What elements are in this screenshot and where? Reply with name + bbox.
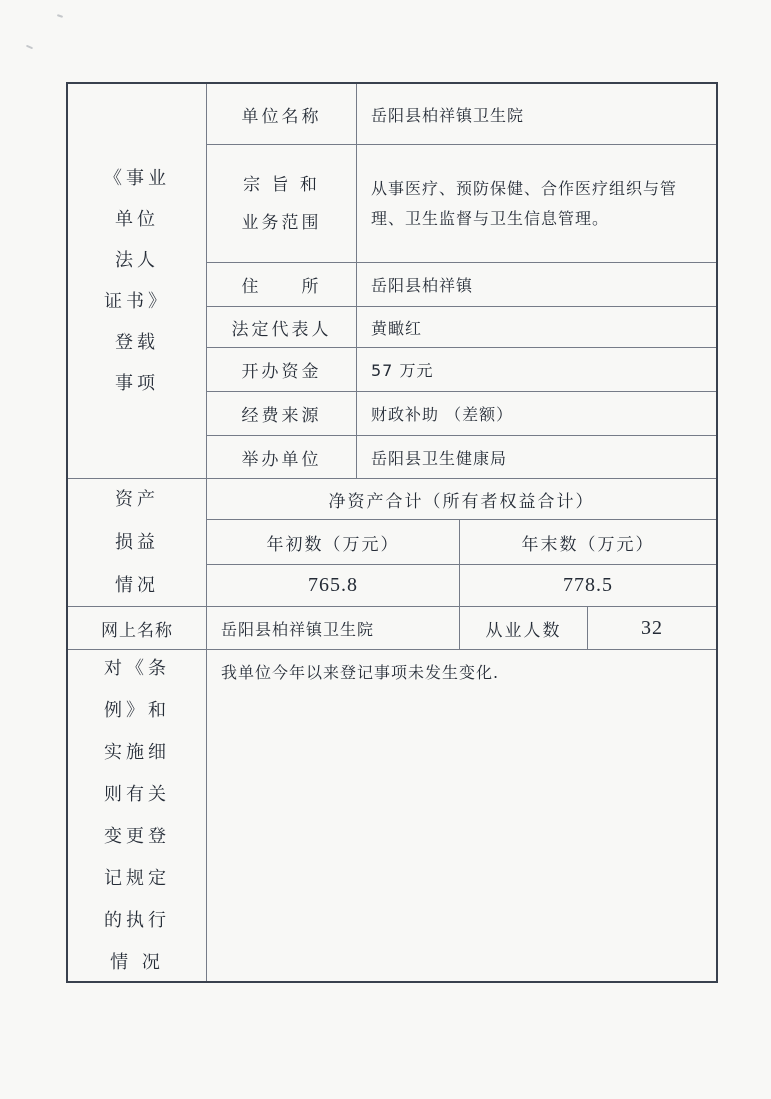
cert-section-side-label [68, 84, 207, 479]
year-end-value: 778.5 [460, 565, 716, 607]
assets-side-line: 情况 [115, 575, 159, 596]
compliance-side-line: 则有关 [104, 783, 170, 805]
year-end-header: 年末数（万元） [460, 520, 716, 565]
cert-side-line: 登载 [115, 332, 159, 353]
compliance-side-line: 变更登 [104, 825, 170, 847]
legal-representative-label: 法定代表人 [207, 307, 357, 348]
cert-side-line: 单位 [115, 209, 159, 230]
staff-count-value: 32 [588, 607, 716, 650]
scan-artifact [57, 14, 63, 18]
compliance-side-line: 记规定 [104, 867, 170, 889]
compliance-side-line: 的执行 [104, 909, 170, 931]
assets-side-line: 资产 [115, 489, 159, 510]
cert-side-line: 法人 [115, 250, 159, 271]
funding-source-label: 经费来源 [207, 392, 357, 436]
funding-source-value: 财政补助 （差额） [357, 392, 716, 436]
unit-name-value: 岳阳县柏祥镇卫生院 [357, 84, 716, 145]
compliance-side-line: 情 况 [110, 951, 164, 973]
compliance-side-line: 例》和 [104, 699, 170, 721]
compliance-section-side-label [68, 650, 207, 981]
cert-side-line: 《事业 [104, 168, 170, 189]
sponsor-unit-value: 岳阳县卫生健康局 [357, 436, 716, 479]
sponsor-unit-label: 举办单位 [207, 436, 357, 479]
startup-capital-label: 开办资金 [207, 348, 357, 392]
startup-capital-value: 57 万元 [357, 348, 716, 392]
cert-side-line: 事项 [115, 373, 159, 394]
compliance-side-line: 实施细 [104, 741, 170, 763]
purpose-scope-label-line2: 业务范围 [241, 212, 322, 233]
unit-name-label: 单位名称 [207, 84, 357, 145]
registration-form-table [66, 82, 718, 983]
legal-representative-value: 黄瞰红 [357, 307, 716, 348]
year-begin-header: 年初数（万元） [207, 520, 460, 565]
compliance-statement: 我单位今年以来登记事项未发生变化. [221, 663, 500, 682]
online-name-label: 网上名称 [68, 607, 207, 650]
purpose-scope-value: 从事医疗、预防保健、合作医疗组织与管理、卫生监督与卫生信息管理。 [357, 145, 716, 263]
address-label: 住 所 [207, 263, 357, 307]
year-begin-value: 765.8 [207, 565, 460, 607]
purpose-scope-label-line1: 宗 旨 和 [243, 174, 320, 195]
compliance-side-line: 对《条 [104, 657, 170, 679]
scan-artifact [26, 45, 33, 50]
staff-count-label: 从业人数 [460, 607, 588, 650]
cert-side-line: 证书》 [104, 291, 170, 312]
purpose-scope-label [207, 145, 357, 263]
address-value: 岳阳县柏祥镇 [357, 263, 716, 307]
online-name-value: 岳阳县柏祥镇卫生院 [207, 607, 460, 650]
assets-side-line: 损益 [115, 532, 159, 553]
assets-section-side-label [68, 479, 207, 607]
net-assets-header: 净资产合计（所有者权益合计） [207, 479, 716, 520]
